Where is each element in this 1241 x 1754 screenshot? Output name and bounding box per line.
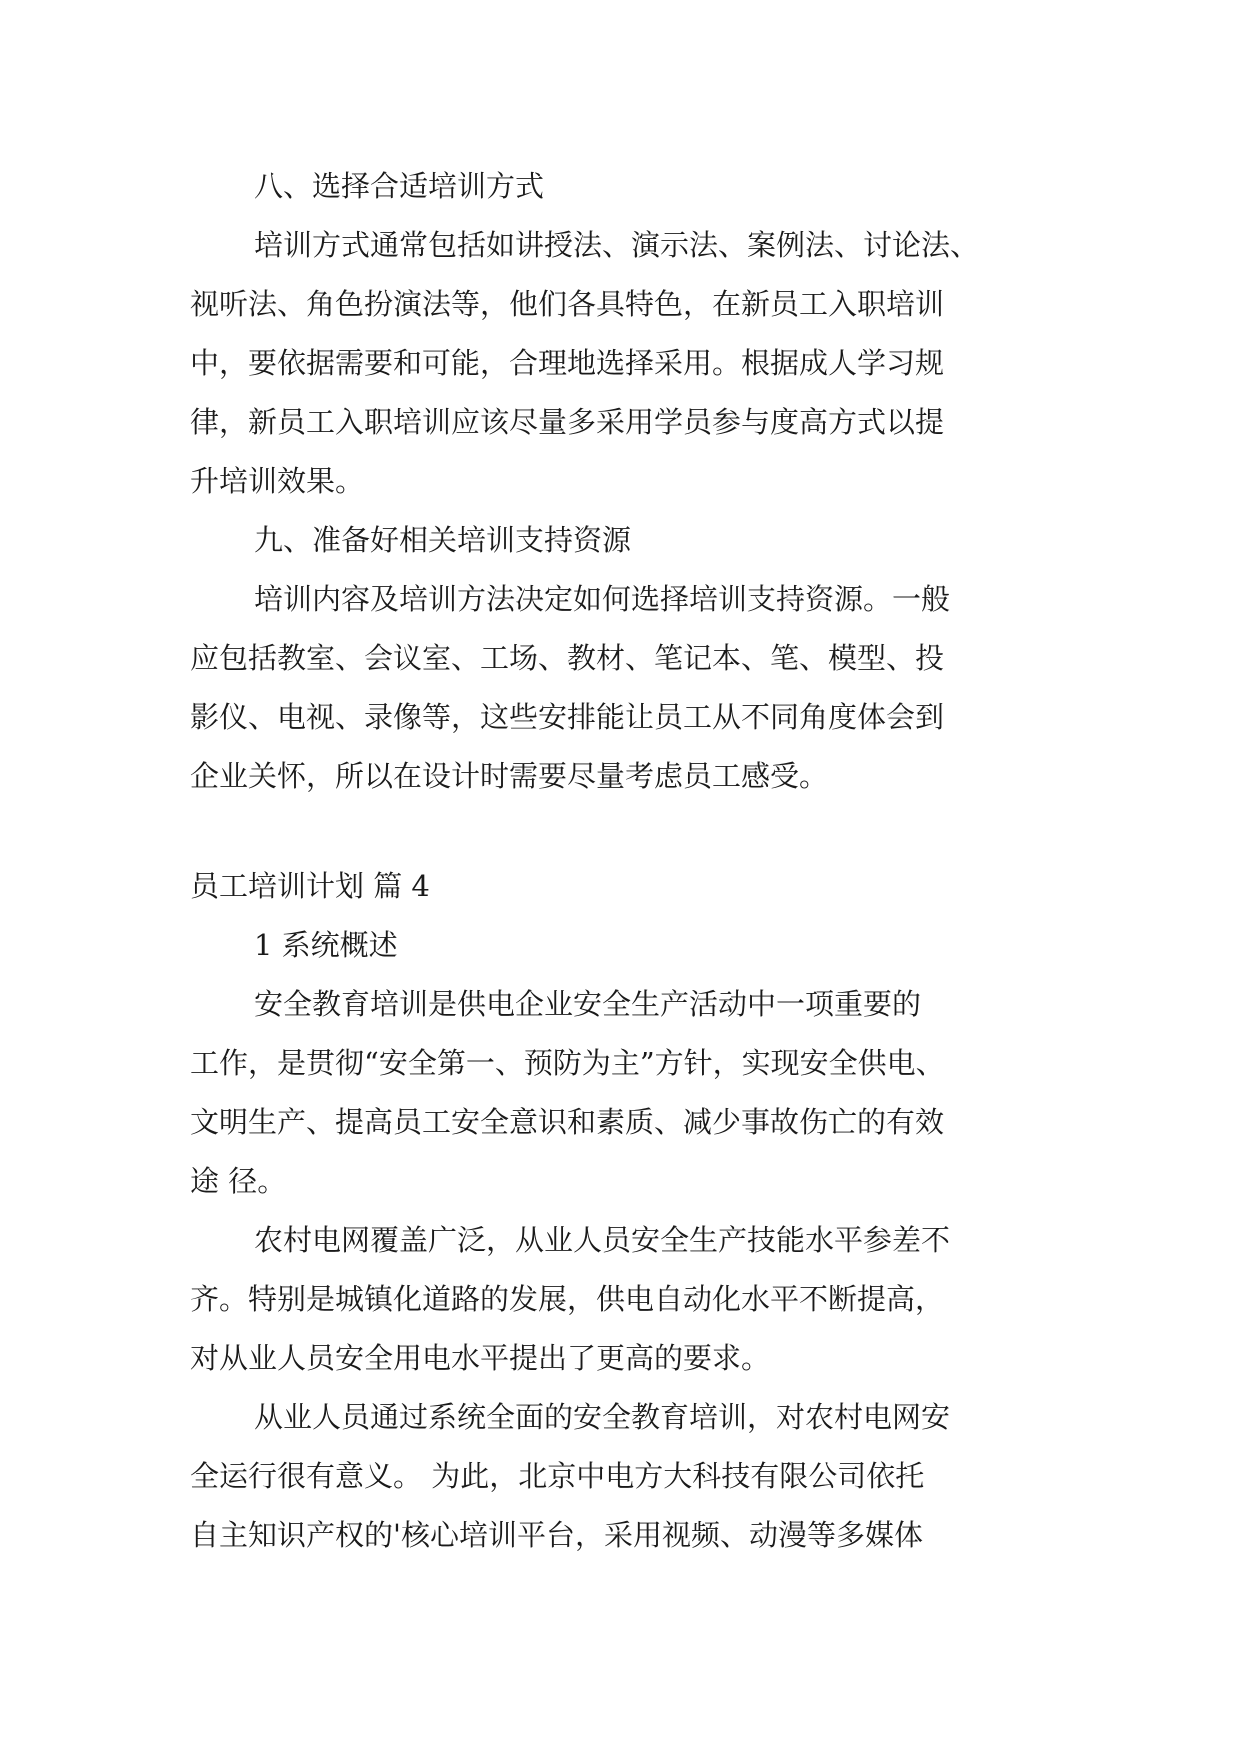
subsection-heading: 1 系统概述 xyxy=(254,928,398,962)
paragraph-line: 全运行很有意义。 为此，北京中电方大科技有限公司依托 xyxy=(190,1459,925,1493)
paragraph-line: 培训方式通常包括如讲授法、演示法、案例法、讨论法、 xyxy=(254,228,980,262)
section-heading-9: 九、准备好相关培训支持资源 xyxy=(254,523,632,557)
section-heading-8: 八、选择合适培训方式 xyxy=(254,169,545,203)
paragraph-line: 农村电网覆盖广泛，从业人员安全生产技能水平参差不 xyxy=(254,1223,951,1257)
paragraph-line: 途 径。 xyxy=(190,1164,287,1198)
paragraph-line: 工作，是贯彻“安全第一、预防为主”方针，实现安全供电、 xyxy=(190,1046,945,1080)
paragraph-line: 自主知识产权的'核心培训平台，采用视频、动漫等多媒体 xyxy=(190,1518,923,1552)
paragraph-line: 影仪、电视、录像等，这些安排能让员工从不同角度体会到 xyxy=(190,700,945,734)
paragraph-line: 律，新员工入职培训应该尽量多采用学员参与度高方式以提 xyxy=(190,405,945,439)
paragraph-line: 应包括教室、会议室、工场、教材、笔记本、笔、模型、投 xyxy=(190,641,945,675)
paragraph-line: 视听法、角色扮演法等，他们各具特色，在新员工入职培训 xyxy=(190,287,945,321)
paragraph-line: 文明生产、提高员工安全意识和素质、减少事故伤亡的有效 xyxy=(190,1105,945,1139)
paragraph-line: 培训内容及培训方法决定如何选择培训支持资源。一般 xyxy=(254,582,951,616)
paragraph-line: 安全教育培训是供电企业安全生产活动中一项重要的 xyxy=(254,987,922,1021)
article-title: 员工培训计划 篇 4 xyxy=(190,869,430,903)
paragraph-line: 齐。特别是城镇化道路的发展，供电自动化水平不断提高， xyxy=(190,1282,945,1316)
paragraph-line: 中，要依据需要和可能，合理地选择采用。根据成人学习规 xyxy=(190,346,945,380)
paragraph-line: 对从业人员安全用电水平提出了更高的要求。 xyxy=(190,1341,771,1375)
paragraph-line: 升培训效果。 xyxy=(190,464,365,498)
paragraph-line: 企业关怀，所以在设计时需要尽量考虑员工感受。 xyxy=(190,759,829,793)
paragraph-line: 从业人员通过系统全面的安全教育培训，对农村电网安 xyxy=(254,1400,951,1434)
